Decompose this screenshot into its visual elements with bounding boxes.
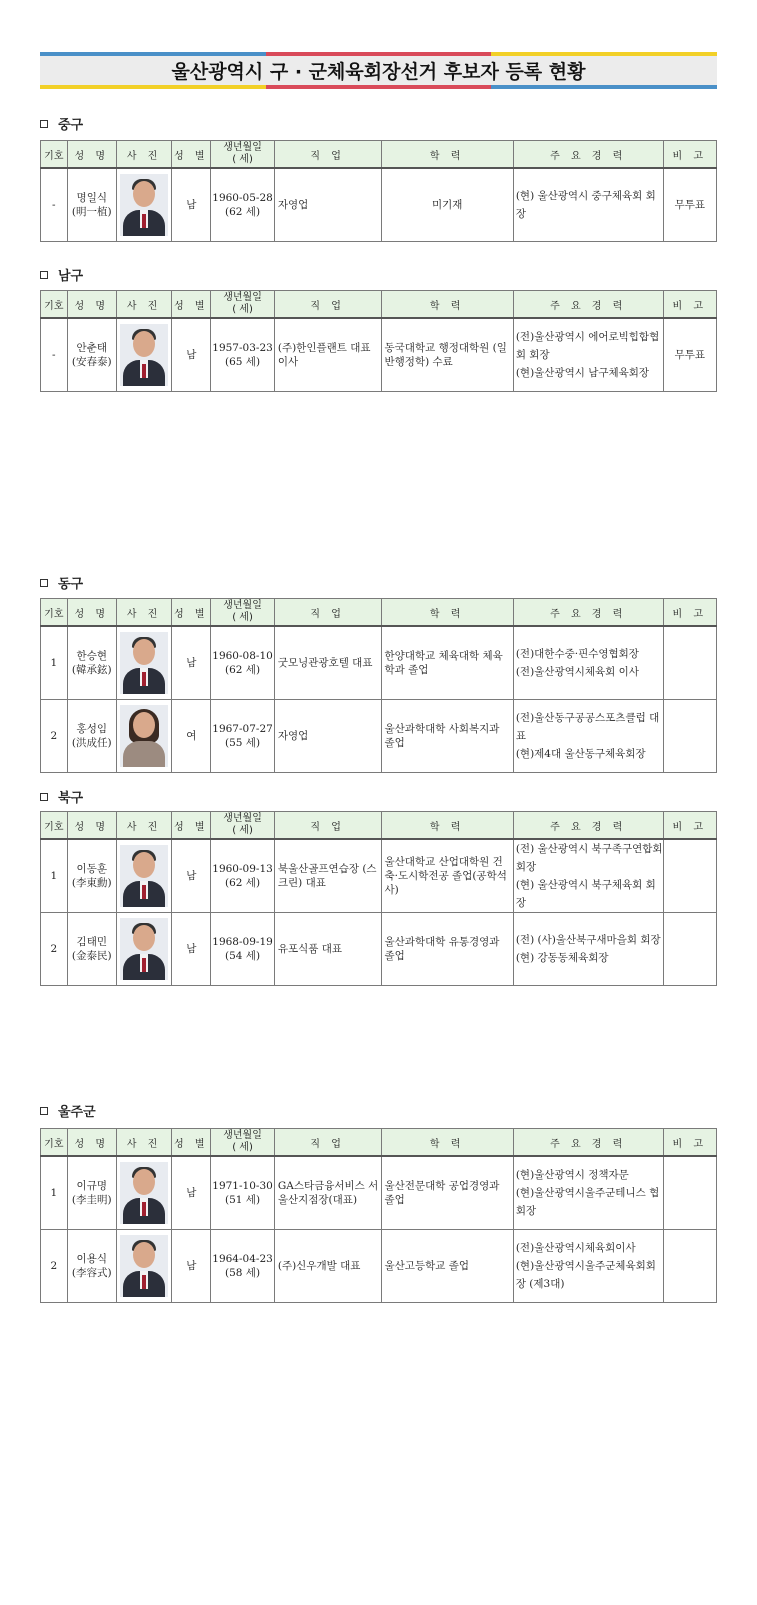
header-gender: 성 별	[172, 812, 211, 840]
stripe-segment	[40, 85, 153, 89]
candidate-number: -	[41, 318, 68, 392]
candidate-education: 울산과학대학 유통경영과 졸업	[381, 913, 513, 986]
stripe-segment	[604, 85, 717, 89]
candidate-number: -	[41, 168, 68, 242]
header-dob-line2: ( 세)	[232, 825, 253, 836]
header-name: 성 명	[67, 1129, 116, 1157]
candidate-career	[513, 318, 663, 392]
table-row	[41, 626, 717, 700]
candidate-name	[67, 168, 116, 242]
candidate-photo-cell	[116, 318, 171, 392]
candidate-table	[40, 811, 717, 986]
header-education: 학 력	[381, 812, 513, 840]
table-row	[41, 1156, 717, 1230]
section-title	[40, 573, 83, 592]
age-value: (62 세)	[225, 206, 261, 218]
candidate-career	[513, 839, 663, 913]
candidate-number: 1	[41, 839, 68, 913]
birthdate-value: 1957-03-23	[212, 342, 273, 354]
header-education: 학 력	[381, 141, 513, 169]
candidate-photo-cell	[116, 1230, 171, 1303]
photo-head	[133, 331, 155, 357]
candidate-name	[67, 1156, 116, 1230]
header-photo: 사 진	[116, 599, 171, 627]
section-name: 북구	[58, 791, 84, 806]
checkbox-bullet-icon	[40, 579, 48, 587]
photo-tie	[142, 214, 146, 228]
photo-tie	[142, 885, 146, 899]
candidate-table	[40, 140, 717, 242]
male-photo-icon	[120, 1235, 168, 1297]
photo-head	[133, 712, 155, 738]
candidate-photo-cell	[116, 626, 171, 700]
career-item: (현) 강동동체육회장	[515, 952, 609, 964]
candidate-career	[513, 1230, 663, 1303]
photo-head	[133, 1242, 155, 1268]
table-header-row	[41, 812, 717, 840]
candidate-birthdate	[211, 700, 275, 773]
candidate-name-hanja: (洪成任)	[71, 737, 112, 749]
candidate-education: 울산대학교 산업대학원 건축·도시학전공 졸업(공학석사)	[381, 839, 513, 913]
candidate-number: 1	[41, 1156, 68, 1230]
table-header-row	[41, 599, 717, 627]
photo-tie	[142, 364, 146, 378]
photo-head	[133, 1169, 155, 1195]
age-value: (62 세)	[225, 877, 261, 889]
candidate-job: 유포식품 대표	[274, 913, 381, 986]
candidate-career	[513, 913, 663, 986]
header-no: 기호	[41, 599, 68, 627]
candidate-education: 한양대학교 체육대학 체육학과 졸업	[381, 626, 513, 700]
candidate-gender: 남	[172, 1156, 211, 1230]
candidate-career	[513, 1156, 663, 1230]
candidate-name-korean: 김태민	[76, 936, 107, 948]
photo-head	[133, 639, 155, 665]
candidate-number: 2	[41, 700, 68, 773]
photo-head	[133, 852, 155, 878]
header-dob-line1: 생년월일	[223, 813, 262, 824]
candidate-table	[40, 290, 717, 392]
candidate-gender: 남	[172, 1230, 211, 1303]
header-career: 주 요 경 력	[513, 812, 663, 840]
candidate-birthdate	[211, 318, 275, 392]
header-dob-line1: 생년월일	[223, 1130, 262, 1141]
birthdate-value: 1968-09-19	[212, 936, 273, 948]
header-dob	[211, 141, 275, 169]
career-item: (현)울산광역시 정책자문	[515, 1169, 629, 1181]
career-item: (현) 울산광역시 북구체육회 회장	[515, 879, 656, 909]
male-photo-icon	[120, 324, 168, 386]
candidate-photo-cell	[116, 913, 171, 986]
candidate-job: 굿모닝관광호텔 대표	[274, 626, 381, 700]
header-no: 기호	[41, 291, 68, 319]
candidate-birthdate	[211, 913, 275, 986]
header-dob-line2: ( 세)	[232, 154, 253, 165]
header-education: 학 력	[381, 291, 513, 319]
candidate-career	[513, 626, 663, 700]
female-photo-icon	[120, 705, 168, 767]
photo-body	[123, 741, 165, 767]
candidate-job: 자영업	[274, 168, 381, 242]
candidate-name-korean: 한승현	[76, 650, 107, 662]
header-no: 기호	[41, 141, 68, 169]
candidate-name-hanja: (韓承鉉)	[71, 664, 112, 676]
header-job: 직 업	[274, 141, 381, 169]
candidate-job: GA스타금융서비스 서울산지점장(대표)	[274, 1156, 381, 1230]
candidate-birthdate	[211, 839, 275, 913]
candidate-name-hanja: (李容式)	[71, 1267, 112, 1279]
male-photo-icon	[120, 174, 168, 236]
header-dob-line1: 생년월일	[223, 292, 262, 303]
header-job: 직 업	[274, 1129, 381, 1157]
candidate-job: (주)신우개발 대표	[274, 1230, 381, 1303]
header-note: 비 고	[663, 599, 716, 627]
candidate-name-hanja: (明一植)	[71, 206, 112, 218]
birthdate-value: 1964-04-23	[212, 1253, 273, 1265]
candidate-name	[67, 1230, 116, 1303]
career-item: (현)울산광역시울주군테니스 협회장	[515, 1187, 660, 1217]
header-job: 직 업	[274, 812, 381, 840]
candidate-table	[40, 598, 717, 773]
table-row	[41, 913, 717, 986]
candidate-gender: 남	[172, 318, 211, 392]
header-photo: 사 진	[116, 1129, 171, 1157]
table-row	[41, 1230, 717, 1303]
section-title	[40, 787, 83, 806]
checkbox-bullet-icon	[40, 1107, 48, 1115]
header-name: 성 명	[67, 141, 116, 169]
age-value: (65 세)	[225, 356, 261, 368]
section-name: 중구	[58, 118, 84, 133]
header-dob	[211, 599, 275, 627]
header-dob-line2: ( 세)	[232, 304, 253, 315]
stripe-segment	[491, 85, 604, 89]
stripe-segment	[378, 85, 491, 89]
candidate-name-korean: 이용식	[76, 1253, 107, 1265]
section-name: 울주군	[58, 1105, 96, 1120]
header-dob	[211, 812, 275, 840]
photo-tie	[142, 672, 146, 686]
header-note: 비 고	[663, 812, 716, 840]
candidate-birthdate	[211, 168, 275, 242]
header-gender: 성 별	[172, 1129, 211, 1157]
age-value: (62 세)	[225, 664, 261, 676]
stripe-segment	[266, 85, 379, 89]
header-no: 기호	[41, 1129, 68, 1157]
candidate-name	[67, 913, 116, 986]
section-name: 동구	[58, 577, 84, 592]
candidate-photo-cell	[116, 839, 171, 913]
header-gender: 성 별	[172, 291, 211, 319]
candidate-name-korean: 홍성임	[76, 723, 107, 735]
header-name: 성 명	[67, 599, 116, 627]
candidate-education: 울산과학대학 사회복지과 졸업	[381, 700, 513, 773]
career-item: (현)울산광역시 남구체육회장	[515, 367, 650, 379]
photo-tie	[142, 1275, 146, 1289]
header-dob-line2: ( 세)	[232, 612, 253, 623]
table-row	[41, 168, 717, 242]
male-photo-icon	[120, 632, 168, 694]
candidate-table	[40, 1128, 717, 1303]
candidate-gender: 남	[172, 168, 211, 242]
candidate-job: (주)한인플랜트 대표이사	[274, 318, 381, 392]
candidate-gender: 남	[172, 839, 211, 913]
header-dob	[211, 1129, 275, 1157]
birthdate-value: 1960-05-28	[212, 192, 273, 204]
header-note: 비 고	[663, 1129, 716, 1157]
age-value: (55 세)	[225, 737, 261, 749]
age-value: (54 세)	[225, 950, 261, 962]
photo-head	[133, 925, 155, 951]
header-dob-line1: 생년월일	[223, 600, 262, 611]
candidate-birthdate	[211, 1230, 275, 1303]
header-dob-line2: ( 세)	[232, 1142, 253, 1153]
table-header-row	[41, 141, 717, 169]
candidate-number: 1	[41, 626, 68, 700]
birthdate-value: 1960-08-10	[212, 650, 273, 662]
header-gender: 성 별	[172, 599, 211, 627]
header-name: 성 명	[67, 812, 116, 840]
candidate-education: 미기재	[381, 168, 513, 242]
checkbox-bullet-icon	[40, 793, 48, 801]
stripe-segment	[153, 85, 266, 89]
header-no: 기호	[41, 812, 68, 840]
photo-tie	[142, 958, 146, 972]
table-row	[41, 700, 717, 773]
candidate-name-korean: 이동훈	[76, 863, 107, 875]
birthdate-value: 1960-09-13	[212, 863, 273, 875]
candidate-photo-cell	[116, 1156, 171, 1230]
candidate-career	[513, 700, 663, 773]
career-item: (전)울산광역시 에어로빅힙합협회 회장	[515, 331, 660, 361]
male-photo-icon	[120, 918, 168, 980]
header-photo: 사 진	[116, 141, 171, 169]
career-item: (현)울산광역시울주군체육회회장 (제3대)	[515, 1260, 656, 1290]
candidate-note: 무투표	[663, 168, 716, 242]
career-item: (전)울산광역시체육회 이사	[515, 666, 639, 678]
section-title	[40, 1101, 96, 1120]
header-education: 학 력	[381, 1129, 513, 1157]
candidate-note	[663, 700, 716, 773]
candidate-birthdate	[211, 1156, 275, 1230]
candidate-note	[663, 626, 716, 700]
career-item: (현)제4대 울산동구체육회장	[515, 748, 646, 760]
male-photo-icon	[120, 1162, 168, 1224]
title-stripe-bottom	[40, 85, 717, 89]
table-header-row	[41, 1129, 717, 1157]
checkbox-bullet-icon	[40, 271, 48, 279]
career-item: (전)울산광역시체육회이사	[515, 1242, 636, 1254]
photo-head	[133, 181, 155, 207]
candidate-gender: 남	[172, 626, 211, 700]
table-row	[41, 318, 717, 392]
section-title	[40, 114, 83, 133]
candidate-name-korean: 안춘태	[76, 342, 107, 354]
male-photo-icon	[120, 845, 168, 907]
page-title: 울산광역시 구 · 군체육회장선거 후보자 등록 현황	[40, 56, 717, 85]
candidate-gender: 남	[172, 913, 211, 986]
checkbox-bullet-icon	[40, 120, 48, 128]
header-note: 비 고	[663, 291, 716, 319]
candidate-name-korean: 이규명	[76, 1180, 107, 1192]
candidate-career	[513, 168, 663, 242]
header-photo: 사 진	[116, 291, 171, 319]
candidate-education: 울산고등학교 졸업	[381, 1230, 513, 1303]
header-job: 직 업	[274, 291, 381, 319]
header-dob-line1: 생년월일	[223, 142, 262, 153]
candidate-photo-cell	[116, 700, 171, 773]
candidate-note	[663, 913, 716, 986]
header-gender: 성 별	[172, 141, 211, 169]
candidate-job: 자영업	[274, 700, 381, 773]
candidate-number: 2	[41, 913, 68, 986]
header-career: 주 요 경 력	[513, 141, 663, 169]
candidate-number: 2	[41, 1230, 68, 1303]
birthdate-value: 1971-10-30	[212, 1180, 273, 1192]
table-header-row	[41, 291, 717, 319]
candidate-education: 울산전문대학 공업경영과 졸업	[381, 1156, 513, 1230]
candidate-name-hanja: (金泰民)	[71, 950, 112, 962]
header-career: 주 요 경 력	[513, 291, 663, 319]
career-item: (현) 울산광역시 중구체육회 회장	[515, 190, 656, 220]
candidate-education: 동국대학교 행정대학원 (일반행정학) 수료	[381, 318, 513, 392]
candidate-note	[663, 1156, 716, 1230]
header-note: 비 고	[663, 141, 716, 169]
birthdate-value: 1967-07-27	[212, 723, 273, 735]
header-photo: 사 진	[116, 812, 171, 840]
candidate-birthdate	[211, 626, 275, 700]
age-value: (51 세)	[225, 1194, 261, 1206]
career-item: (전) (사)울산북구새마을회 회장	[515, 934, 661, 946]
table-row	[41, 839, 717, 913]
header-career: 주 요 경 력	[513, 1129, 663, 1157]
candidate-name-hanja: (李圭明)	[71, 1194, 112, 1206]
header-job: 직 업	[274, 599, 381, 627]
career-item: (전)울산동구공공스포츠클럽 대표	[515, 712, 660, 742]
candidate-gender: 여	[172, 700, 211, 773]
candidate-photo-cell	[116, 168, 171, 242]
section-title	[40, 265, 83, 284]
candidate-name	[67, 626, 116, 700]
candidate-name-korean: 명일식	[76, 192, 107, 204]
candidate-name	[67, 700, 116, 773]
career-item: (전) 울산광역시 북구족구연합회 회장	[515, 843, 663, 873]
section-name: 남구	[58, 269, 84, 284]
title-banner	[40, 52, 717, 89]
career-item: (전)대한수중·핀수영협회장	[515, 648, 639, 660]
header-name: 성 명	[67, 291, 116, 319]
candidate-name	[67, 318, 116, 392]
candidate-name	[67, 839, 116, 913]
candidate-job: 북울산골프연습장 (스크린) 대표	[274, 839, 381, 913]
header-dob	[211, 291, 275, 319]
age-value: (58 세)	[225, 1267, 261, 1279]
candidate-note: 무투표	[663, 318, 716, 392]
header-career: 주 요 경 력	[513, 599, 663, 627]
candidate-name-hanja: (安春泰)	[71, 356, 112, 368]
candidate-note	[663, 1230, 716, 1303]
candidate-note	[663, 839, 716, 913]
photo-tie	[142, 1202, 146, 1216]
header-education: 학 력	[381, 599, 513, 627]
candidate-name-hanja: (李東勳)	[71, 877, 112, 889]
